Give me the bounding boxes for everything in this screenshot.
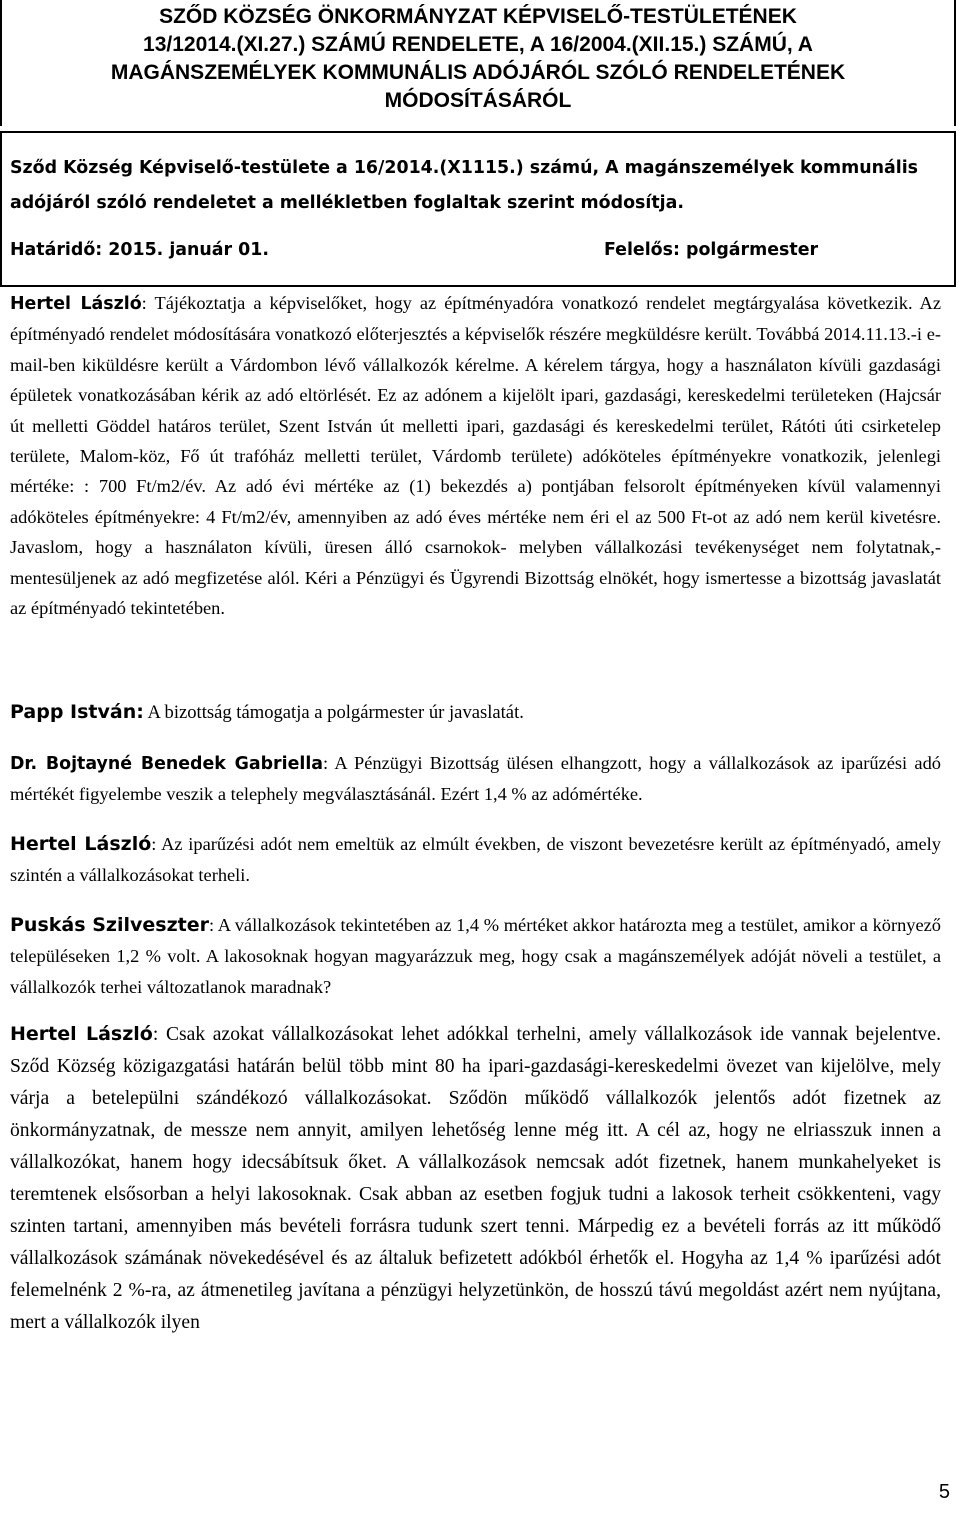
title-line: SZŐD KÖZSÉG ÖNKORMÁNYZAT KÉPVISELŐ-TESTÜLETÉNEK <box>159 5 797 28</box>
title-line: MÓDOSÍTÁSÁRÓL <box>384 89 572 112</box>
page-number: 5 <box>938 1481 950 1503</box>
title-line: MAGÁNSZEMÉLYEK KOMMUNÁLIS ADÓJÁRÓL SZÓLÓ RENDELETÉNEK <box>110 61 846 84</box>
resolution-deadline: Határidő: 2015. január 01. <box>10 240 269 260</box>
minutes-paragraph <box>10 910 941 1003</box>
title-line: 13/12014.(XI.27.) SZÁMÚ RENDELETE, A 16/2004.(XII.15.) SZÁMÚ, A <box>143 33 813 56</box>
speaker-name: Papp István: <box>10 701 144 723</box>
resolution-box <box>0 131 956 287</box>
minutes-paragraph <box>10 288 941 623</box>
resolution-line: adójáról szóló rendeletet a mellékletben foglaltak szerint módosítja. <box>10 193 684 213</box>
paragraph-text: : Az iparűzési adót nem emeltük az elmúlt években, de viszont bevezetésre került az építményadó, amely szintén a vállalkozásokat terheli. <box>10 834 941 885</box>
speaker-name: Dr. Bojtayné Benedek Gabriella <box>10 754 324 774</box>
resolution-responsible: Felelős: polgármester <box>604 240 819 260</box>
minutes-paragraph <box>10 829 941 891</box>
paragraph-text: A bizottság támogatja a polgármester úr javaslatát. <box>143 702 524 723</box>
minutes-paragraph <box>10 748 941 809</box>
paragraph-text: : Tájékoztatja a képviselőket, hogy az építményadóra vonatkozó rendelet megtárgyalása következik. Az építményadó rendelet módosítására vonatkozó előterjesztés a képviselők részére megküldésre került. Továbbá 2014.11.13.-i e-mail-ben kiküldésre került a Várdombon lévő vállalkozók kérelme. A kérelem tárgya, hogy a használaton kívüli gazdasági épületek vonatkozásában kérik az adó eltörlését. Ez az adónem a kijelölt ipari, gazdasági, kereskedelmi területeken (Hajcsár út melletti Göddel határos terület, Szent István út melletti ipari, gazdasági és kereskedelmi terület, Rátóti úti csirketelep területe, Malom-köz, Fő út trafóház melletti terület, Várdomb területe) adóköteles építményekre vonatkozik, jelenlegi mértéke: : 700 Ft/m2/év. Az adó évi mértéke az (1) bekezdés a) pontjában felsorolt építményeken kívül valamennyi adóköteles építményekre: 4 Ft/m2/év, amennyiben az adó éves mértéke nem éri el az 500 Ft-ot az adó nem kerül kivetésre. Javaslom, hogy a használaton kívüli, üresen álló csarnokok- melyben vállalkozási tevékenységet nem folytatnak,- mentesüljenek az adó megfizetése alól. Kéri a Pénzügyi és Ügyrendi Bizottság elnökét, hogy ismertesse a bizottság javaslatát az építményadó tekintetében. <box>10 293 941 619</box>
speaker-name: Puskás Szilveszter <box>10 914 209 936</box>
paragraph-text: : A vállalkozások tekintetében az 1,4 % mértéket akkor határozta meg a testület, amikor a környező településeken 1,2 % volt. A lakosoknak hogyan magyarázzuk meg, hogy csak a magánszemélyek adóját növeli a testület, a vállalkozók terhei változatlanok maradnak? <box>10 915 942 997</box>
speaker-name: Hertel László <box>10 294 142 314</box>
resolution-line: Sződ Község Képviselő-testülete a 16/2014.(X1115.) számú, A magánszemélyek kommunális <box>10 158 919 178</box>
paragraph-text: : A Pénzügyi Bizottság ülésen elhangzott, hogy a vállalkozások az iparűzési adó mértékét figyelembe veszik a telephely megválasztásánál. Ezért 1,4 % az adómértéke. <box>10 753 941 804</box>
minutes-paragraph <box>10 1018 941 1339</box>
paragraph-text: : Csak azokat vállalkozásokat lehet adókkal terhelni, amely vállalkozások ide vannak bejelentve. Sződ Község közigazgatási határán belül több mint 80 ha ipari-gazdasági-kereskedelmi övezet van kijelölve, mely várja a betelepülni szándékozó vállalkozásokat. Sződön működő vállalkozók jelentős adót fizetnek az önkormányzatnak, de messze nem annyit, amilyen lehetőség lenne még itt. A cél az, hogy ne elriasszuk innen a vállalkozókat, hanem hogy idecsábítsuk őket. A vállalkozások nemcsak adót fizetnek, hanem munkahelyeket is teremtenek elsősorban a helyi lakosoknak. Csak abban az esetben fogjuk tudni a lakosok terheit csökkenteni, vagy szinten tartani, amennyiben más bevételi forrásra tudunk szert tenni. Márpedig ez a bevételi forrás az itt működő vállalkozások számának növekedésével és az általuk befizetett adókból érhetők el. Hogyha az 1,4 % iparűzési adót felemelnénk 2 %-ra, az átmenetileg javítana a pénzügyi helyzetünkön, de hosszú távú megoldást azért nem nyújtana, mert a vállalkozók ilyen <box>10 1024 941 1333</box>
speaker-name: Hertel László <box>10 1023 153 1045</box>
document-title <box>0 0 956 126</box>
minutes-paragraph <box>10 697 941 728</box>
speaker-name: Hertel László <box>10 833 152 855</box>
